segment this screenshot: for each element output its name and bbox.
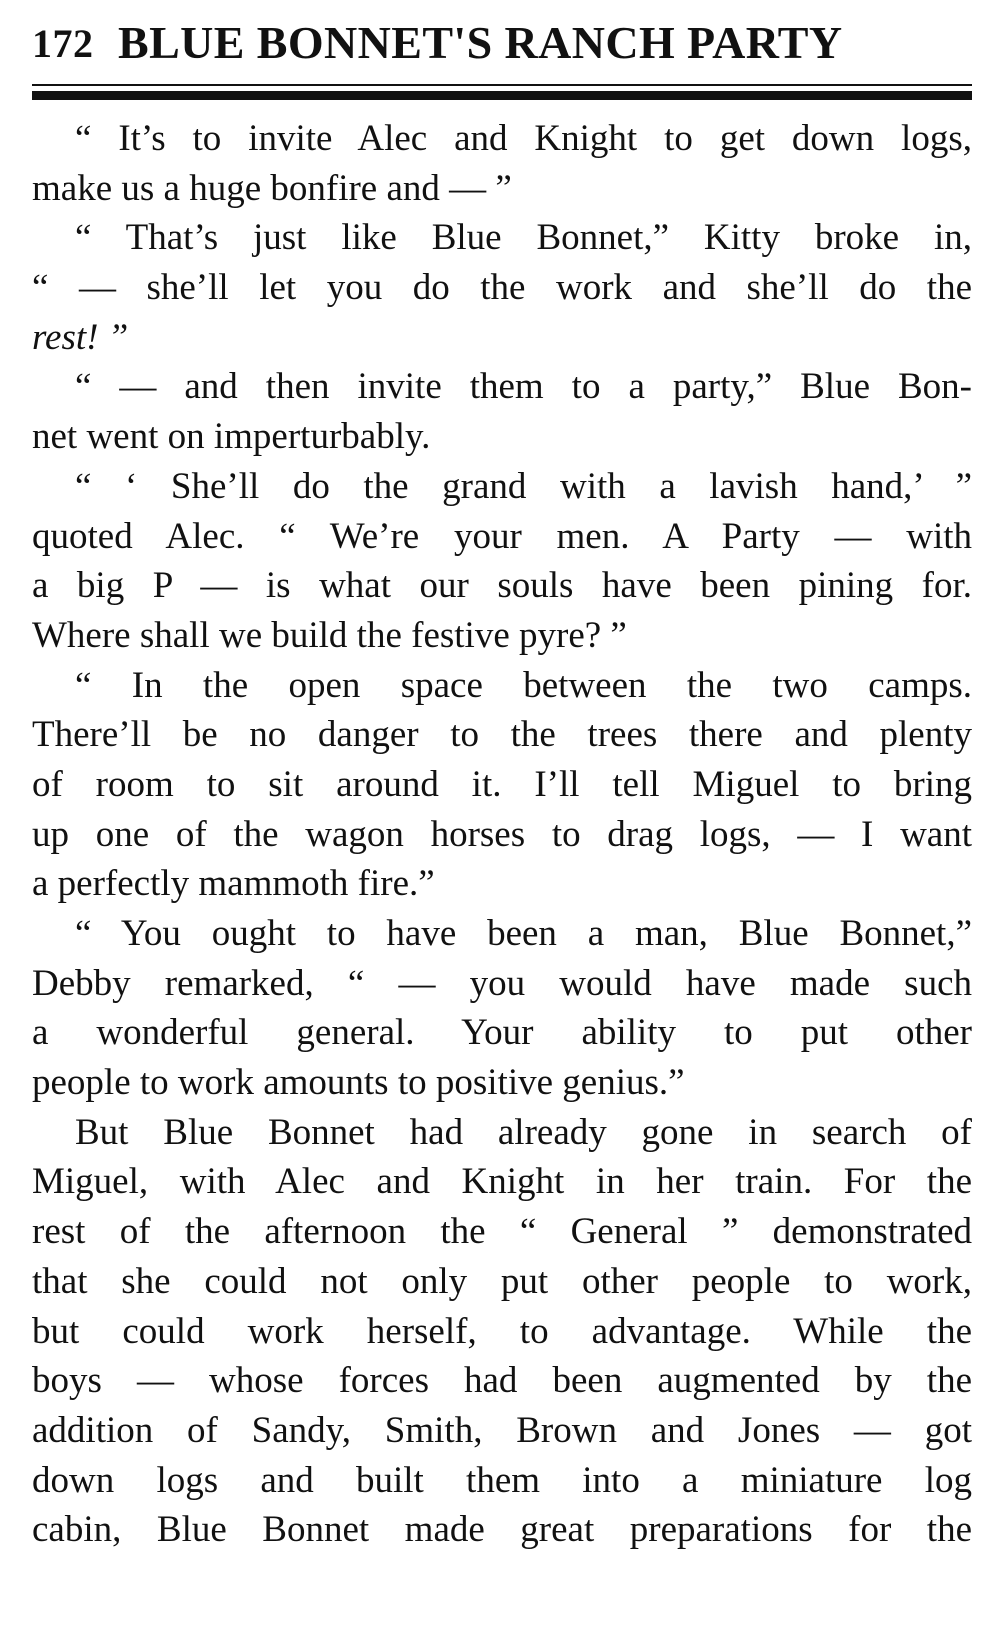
text-line: people to work amounts to positive genius.” [32, 1062, 685, 1104]
text-line: net went on imperturbably. [32, 416, 431, 458]
text-line: “ — and then invite them to a party,” Blue Bon- [75, 366, 972, 408]
text-line: There’ll be no danger to the trees there and plenty [32, 714, 972, 756]
text-line: “ It’s to invite Alec and Knight to get down logs, [75, 118, 972, 159]
page-header [32, 14, 972, 74]
text-line: Miguel, with Alec and Knight in her train. For the [32, 1161, 972, 1203]
running-title: BLUE BONNET'S RANCH PARTY [118, 17, 843, 68]
text-line: “ In the open space between the two camps. [75, 664, 972, 706]
text-line: cabin, Blue Bonnet made great preparations for the [32, 1509, 972, 1551]
text-line: down logs and built them into a miniature log [32, 1459, 972, 1501]
text-line: boys — whose forces had been augmented by the [32, 1360, 972, 1402]
text-line: addition of Sandy, Smith, Brown and Jones — got [32, 1409, 972, 1451]
text-line: Debby remarked, “ — you would have made such [32, 962, 972, 1004]
header-rule-thin [32, 84, 972, 86]
text-line: “ You ought to have been a man, Blue Bonnet,” [75, 913, 972, 954]
book-page [32, 14, 972, 1551]
header-rule-thick [32, 91, 972, 100]
text-line: a big P — is what our souls have been pining for. [32, 565, 972, 607]
text-line: But Blue Bonnet had already gone in search of [75, 1111, 972, 1153]
text-line: rest! ” [32, 316, 129, 358]
body-text [32, 114, 972, 1555]
text-line: “ That’s just like Blue Bonnet,” Kitty broke in, [75, 217, 972, 259]
text-line: rest of the afternoon the “ General ” demonstrated [32, 1211, 972, 1253]
text-line: that she could not only put other people to work, [32, 1260, 972, 1302]
text-line: a perfectly mammoth fire.” [32, 863, 435, 905]
text-line: Where shall we build the festive pyre? ” [32, 614, 627, 656]
text-line: “ — she’ll let you do the work and she’ll do the [32, 267, 972, 309]
text-line: “ ‘ She’ll do the grand with a lavish hand,’ ” [75, 465, 972, 507]
text-line: make us a huge bonfire and — ” [32, 167, 512, 209]
page-number: 172 [32, 21, 94, 66]
text-line: quoted Alec. “ We’re your men. A Party — with [32, 515, 972, 557]
text-line: but could work herself, to advantage. While the [32, 1310, 972, 1352]
text-line: of room to sit around it. I’ll tell Miguel to bring [32, 763, 972, 805]
text-line: a wonderful general. Your ability to put other [32, 1012, 972, 1054]
text-line: up one of the wagon horses to drag logs, — I want [32, 813, 972, 855]
